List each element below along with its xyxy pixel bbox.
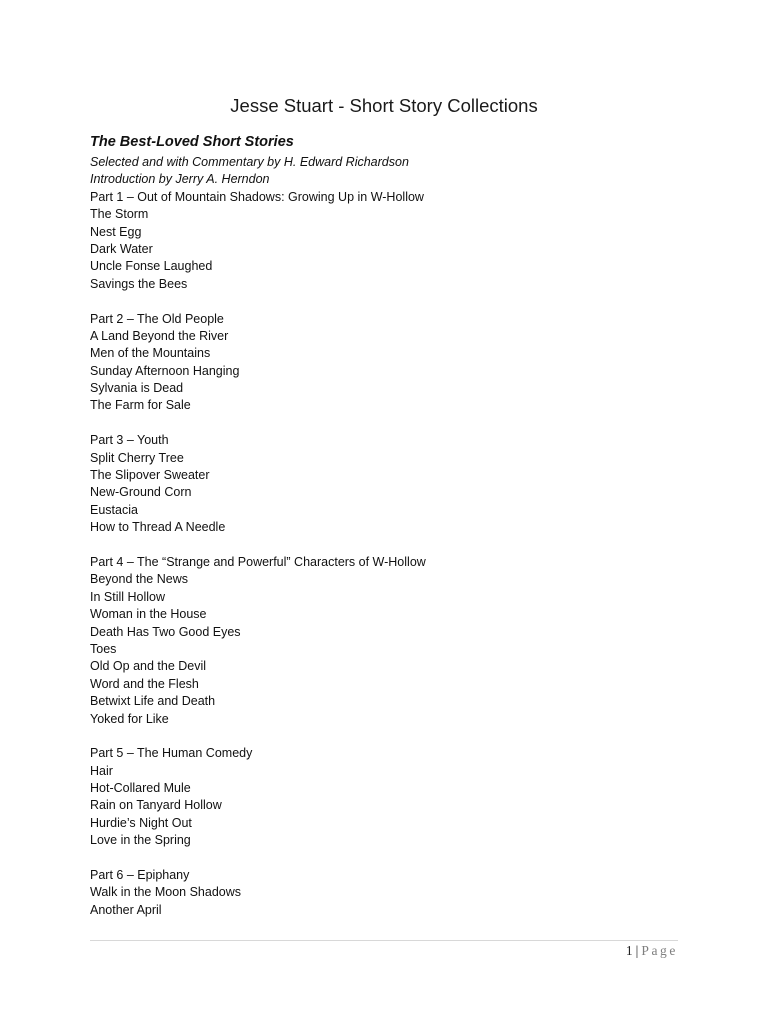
story-title: Woman in the House xyxy=(90,607,207,622)
page-label: Page xyxy=(641,943,678,958)
story-title: Uncle Fonse Laughed xyxy=(90,259,213,274)
part-section xyxy=(90,745,690,849)
story-title: Rain on Tanyard Hollow xyxy=(90,798,222,813)
part-heading: Part 1 – Out of Mountain Shadows: Growing Up in W-Hollow xyxy=(90,189,424,204)
story-title: Death Has Two Good Eyes xyxy=(90,624,241,639)
story-title: Eustacia xyxy=(90,502,138,517)
story-title: The Slipover Sweater xyxy=(90,468,210,483)
part-section xyxy=(90,554,690,728)
selection-credit: Selected and with Commentary by H. Edward Richardson xyxy=(90,155,409,169)
story-title: Beyond the News xyxy=(90,572,188,587)
story-title: In Still Hollow xyxy=(90,589,166,604)
part-heading: Part 6 – Epiphany xyxy=(90,868,190,883)
page-separator: | xyxy=(635,943,639,958)
introduction-credit: Introduction by Jerry A. Herndon xyxy=(90,172,270,187)
part-section xyxy=(90,867,690,919)
story-title: Savings the Bees xyxy=(90,276,188,291)
document-body xyxy=(90,132,690,919)
story-title: Yoked for Like xyxy=(90,711,169,726)
page-number: 1 xyxy=(625,943,633,958)
story-title: The Storm xyxy=(90,207,149,222)
story-title: Another April xyxy=(90,902,162,917)
story-title: New-Ground Corn xyxy=(90,485,192,500)
story-title: Walk in the Moon Shadows xyxy=(90,885,242,900)
story-title: Men of the Mountains xyxy=(90,346,211,361)
document-title: Jesse Stuart - Short Story Collections xyxy=(230,95,538,116)
story-title: Word and the Flesh xyxy=(90,676,199,691)
parts-list xyxy=(90,189,690,919)
part-section xyxy=(90,189,690,293)
story-title: Love in the Spring xyxy=(90,833,191,848)
story-title: The Farm for Sale xyxy=(90,398,191,413)
footer-divider xyxy=(90,940,678,941)
part-section xyxy=(90,311,690,415)
story-title: Hair xyxy=(90,763,113,778)
part-heading: Part 5 – The Human Comedy xyxy=(90,746,253,761)
story-title: Sylvania is Dead xyxy=(90,381,184,396)
story-title: Betwixt Life and Death xyxy=(90,694,216,709)
story-title: Split Cherry Tree xyxy=(90,450,184,465)
story-title: Old Op and the Devil xyxy=(90,659,207,674)
story-title: Nest Egg xyxy=(90,224,142,239)
story-title: Hot-Collared Mule xyxy=(90,781,191,796)
page-footer xyxy=(626,942,678,960)
story-title: Toes xyxy=(90,641,117,656)
part-heading: Part 3 – Youth xyxy=(90,433,169,448)
part-heading: Part 2 – The Old People xyxy=(90,311,224,326)
story-title: A Land Beyond the River xyxy=(90,328,229,343)
story-title: Hurdie’s Night Out xyxy=(90,815,192,830)
story-title: Sunday Afternoon Hanging xyxy=(90,363,240,378)
part-heading: Part 4 – The “Strange and Powerful” Characters of W-Hollow xyxy=(90,554,426,569)
story-title: How to Thread A Needle xyxy=(90,520,226,535)
story-title: Dark Water xyxy=(90,241,153,256)
book-title: The Best-Loved Short Stories xyxy=(90,134,294,150)
part-section xyxy=(90,432,690,536)
